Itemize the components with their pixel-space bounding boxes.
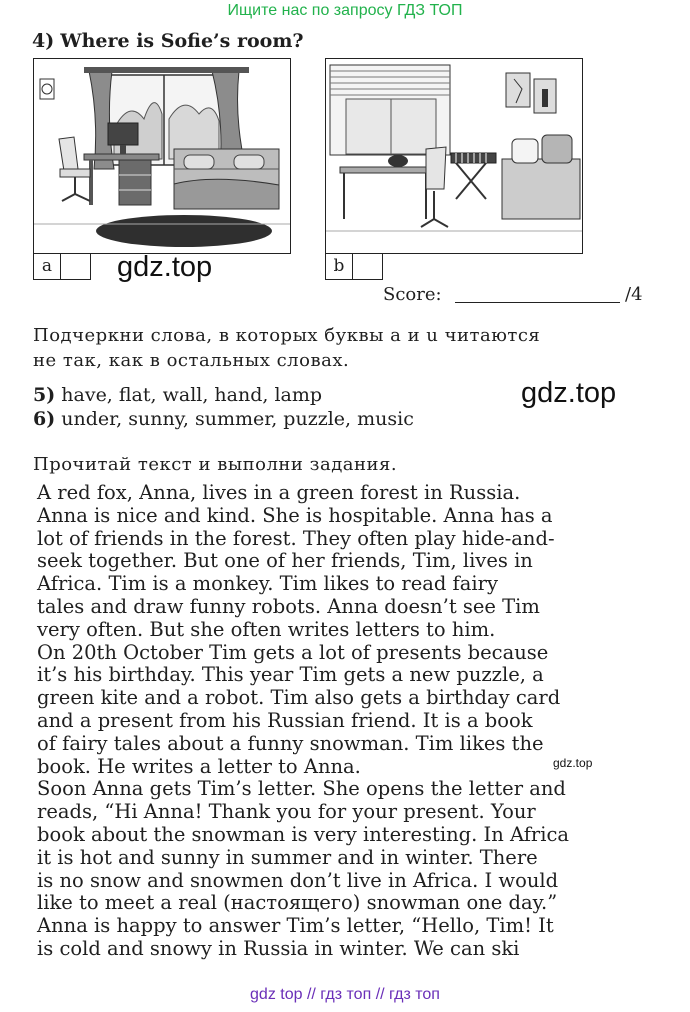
bottom-banner[interactable]: gdz top // гдз топ // гдз топ [250,986,440,1003]
story-line: green kite and a robot. Tim also gets a birthday card [37,686,561,710]
picture-b[interactable] [325,58,583,254]
top-banner[interactable]: Ищите нас по запросу ГДЗ ТОП [227,2,463,19]
story-line: very often. But she often writes letters to him. [37,617,496,641]
story-line: is no snow and snowmen don’t live in Africa. I would [37,868,559,892]
task-6 [33,408,414,430]
story-line: On 20th October Tim gets a lot of presents because [37,640,549,664]
story-line: tales and draw funny robots. Anna doesn’t see Tim [37,594,540,618]
story-line: seek together. But one of her friends, Tim, lives in [37,549,533,573]
watermark-small: gdz.top [553,756,593,770]
score-max: /4 [625,284,643,305]
task-4-number: 4) [32,30,55,52]
bedroom-illustration-b [326,59,582,253]
task-4-title [32,30,304,52]
score-label: Score: [383,284,442,305]
watermark-1: gdz.top [117,251,213,283]
story-line: like to meet a real (настоящего) snowman one day.” [37,891,558,915]
task-5-words[interactable]: have, flat, wall, hand, lamp [61,384,323,406]
instruction-1-line-1: Подчеркни слова, в которых буквы а и u читаются [33,325,541,346]
story-text [37,482,653,961]
watermark-2: gdz.top [521,377,617,409]
story-line: Africa. Tim is a monkey. Tim likes to read fairy [37,572,498,596]
story-line: reads, “Hi Anna! Thank you for your present. Your [37,800,536,824]
option-b-answer-cell[interactable] [353,253,379,279]
picture-a[interactable] [33,58,291,254]
story-line: Anna is happy to answer Tim’s letter, “Hello, Tim! It [37,914,554,938]
instruction-2: Прочитай текст и выполни задания. [33,454,398,475]
option-a-answer-cell[interactable] [61,253,87,279]
option-a-box[interactable] [33,253,91,280]
instruction-1 [33,323,540,373]
story-line: Soon Anna gets Tim’s letter. She opens the letter and [37,777,566,801]
story-line: book about the snowman is very interesting. In Africa [37,822,570,846]
story-line: A red fox, Anna, lives in a green forest in Russia. [37,481,521,504]
story-line: Anna is nice and kind. She is hospitable. Anna has a [37,503,553,527]
story-line: lot of friends in the forest. They often play hide-and- [37,526,555,550]
task-6-number: 6) [33,408,56,430]
task-5-number: 5) [33,384,56,406]
task-4-question: Where is Sofie’s room? [60,30,304,52]
option-b-label: b [326,253,353,279]
option-b-box[interactable] [325,253,383,280]
score-input-line[interactable] [455,302,620,303]
task-5 [33,384,322,406]
story-line: it is hot and sunny in summer and in winter. There [37,845,538,869]
story-line: and a present from his Russian friend. It is a book [37,708,533,732]
story-line: book. He writes a letter to Anna. [37,754,361,778]
story-line: of fairy tales about a funny snowman. Tim likes the [37,731,544,755]
story-line: is cold and snowy in Russia in winter. We can ski [37,936,520,960]
task-6-words[interactable]: under, sunny, summer, puzzle, music [61,408,414,430]
option-a-label: a [34,253,61,279]
instruction-1-line-2: не так, как в остальных словах. [33,350,350,371]
bedroom-illustration-a [34,59,290,253]
story-line: it’s his birthday. This year Tim gets a new puzzle, a [37,663,544,687]
